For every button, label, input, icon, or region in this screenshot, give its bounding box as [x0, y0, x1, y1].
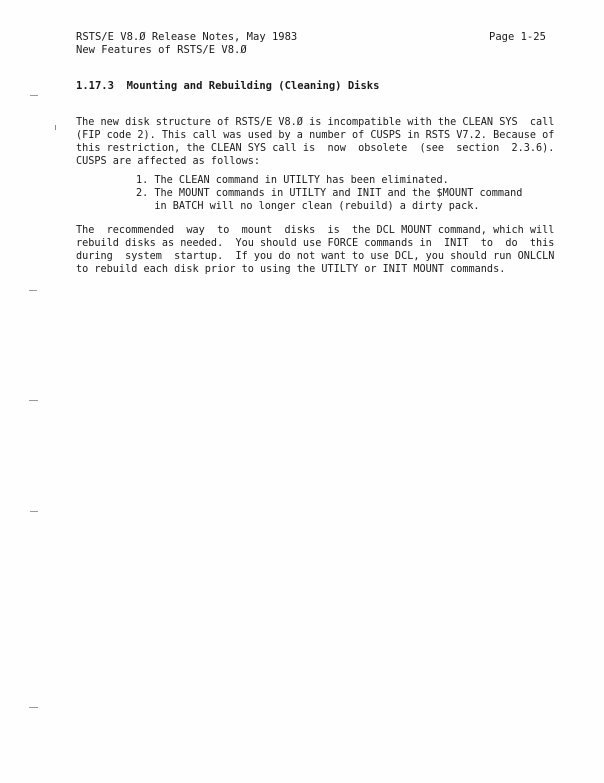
list-item: 1. The CLEAN command in UTILTY has been eliminated.: [136, 175, 449, 186]
section-heading: 1.17.3 Mounting and Rebuilding (Cleaning) Disks: [76, 80, 380, 92]
list-item: in BATCH will no longer clean (rebuild) a dirty pack.: [136, 201, 480, 212]
header-subtitle: New Features of RSTS/E V8.Ø: [76, 44, 247, 56]
paragraph-recommended-way: [76, 224, 554, 276]
paragraph-line: (FIP code 2). This call was used by a number of CUSPS in RSTS V7.2. Because of: [76, 130, 555, 141]
paragraph-line: rebuild disks as needed. You should use FORCE commands in INIT to do this: [76, 238, 555, 249]
punch-hole-mark: [30, 95, 38, 96]
running-header: [76, 31, 297, 57]
list-item: 2. The MOUNT commands in UTILTY and INIT and the $MOUNT command: [136, 188, 523, 199]
paragraph-line: CUSPS are affected as follows:: [76, 156, 261, 167]
margin-tick: [55, 125, 56, 130]
paragraph-line: this restriction, the CLEAN SYS call is now obsolete (see section 2.3.6).: [76, 143, 555, 154]
punch-hole-mark: [29, 707, 38, 708]
affected-cusps-list: [136, 174, 522, 213]
paragraph-line: to rebuild each disk prior to using the UTILTY or INIT MOUNT commands.: [76, 264, 506, 275]
punch-hole-mark: [30, 511, 38, 512]
page-number: Page 1-25: [489, 31, 546, 43]
paragraph-line: The recommended way to mount disks is the DCL MOUNT command, which will: [76, 225, 555, 236]
punch-hole-mark: [29, 400, 38, 401]
paragraph-line: The new disk structure of RSTS/E V8.Ø is incompatible with the CLEAN SYS call: [76, 117, 555, 128]
header-title: RSTS/E V8.Ø Release Notes, May 1983: [76, 31, 298, 43]
paragraph-line: during system startup. If you do not want to use DCL, you should run ONLCLN: [76, 251, 555, 262]
paragraph-disk-structure: [76, 116, 554, 168]
punch-hole-mark: [29, 290, 37, 291]
